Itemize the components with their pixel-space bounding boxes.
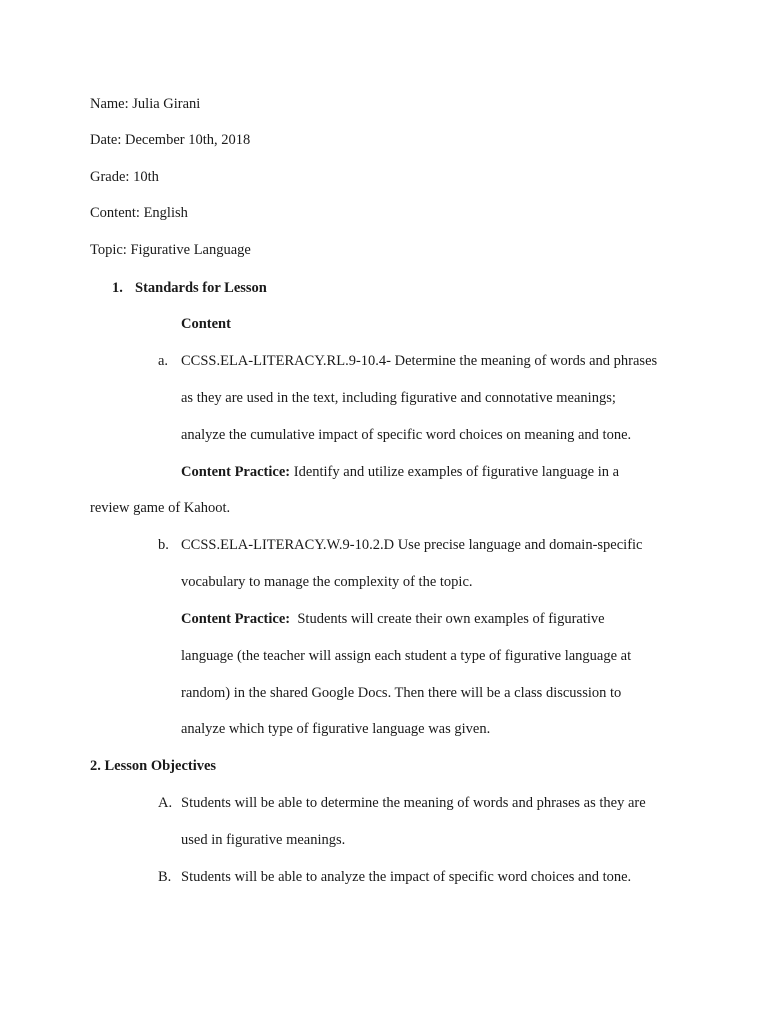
item-b-practice-label: Content Practice: bbox=[181, 611, 291, 627]
item-b-practice-line-3: random) in the shared Google Docs. Then there will be a class discussion to bbox=[181, 685, 622, 701]
item-b-marker: b. bbox=[158, 537, 169, 553]
item-a-practice-text: Identify and utilize examples of figurative language in a bbox=[290, 464, 620, 480]
item-b-practice bbox=[181, 610, 605, 628]
item-b-practice-text: Students will create their own examples of figurative bbox=[290, 611, 605, 627]
item-a-line-1: CCSS.ELA-LITERACY.RL.9-10.4- Determine the meaning of words and phrases bbox=[181, 353, 658, 369]
section1-number: 1. bbox=[112, 280, 123, 296]
section1-subheading: Content bbox=[181, 316, 231, 332]
item-a-practice-line-2: review game of Kahoot. bbox=[90, 500, 231, 516]
content-line: Content: English bbox=[90, 205, 188, 221]
item-a-practice bbox=[181, 463, 619, 481]
section2-title: 2. Lesson Objectives bbox=[90, 758, 217, 774]
item-B-line-1: Students will be able to analyze the impact of specific word choices and tone. bbox=[181, 869, 632, 885]
grade-line: Grade: 10th bbox=[90, 169, 159, 185]
item-a-marker: a. bbox=[158, 353, 169, 369]
topic-line: Topic: Figurative Language bbox=[90, 242, 251, 258]
item-B-marker: B. bbox=[158, 869, 172, 885]
item-b-practice-line-2: language (the teacher will assign each student a type of figurative language at bbox=[181, 648, 632, 664]
item-a-line-2: as they are used in the text, including figurative and connotative meanings; bbox=[181, 390, 616, 406]
item-A-line-2: used in figurative meanings. bbox=[181, 832, 346, 848]
item-a-line-3: analyze the cumulative impact of specific word choices on meaning and tone. bbox=[181, 427, 632, 443]
section1-title: Standards for Lesson bbox=[135, 280, 267, 296]
item-a-practice-label: Content Practice: bbox=[181, 464, 291, 480]
name-line: Name: Julia Girani bbox=[90, 96, 201, 112]
item-b-line-2: vocabulary to manage the complexity of the topic. bbox=[181, 574, 473, 590]
date-line: Date: December 10th, 2018 bbox=[90, 132, 251, 148]
item-A-marker: A. bbox=[158, 795, 173, 811]
item-b-line-1: CCSS.ELA-LITERACY.W.9-10.2.D Use precise language and domain-specific bbox=[181, 537, 643, 553]
item-A-line-1: Students will be able to determine the meaning of words and phrases as they are bbox=[181, 795, 646, 811]
item-b-practice-line-4: analyze which type of figurative language was given. bbox=[181, 721, 491, 737]
